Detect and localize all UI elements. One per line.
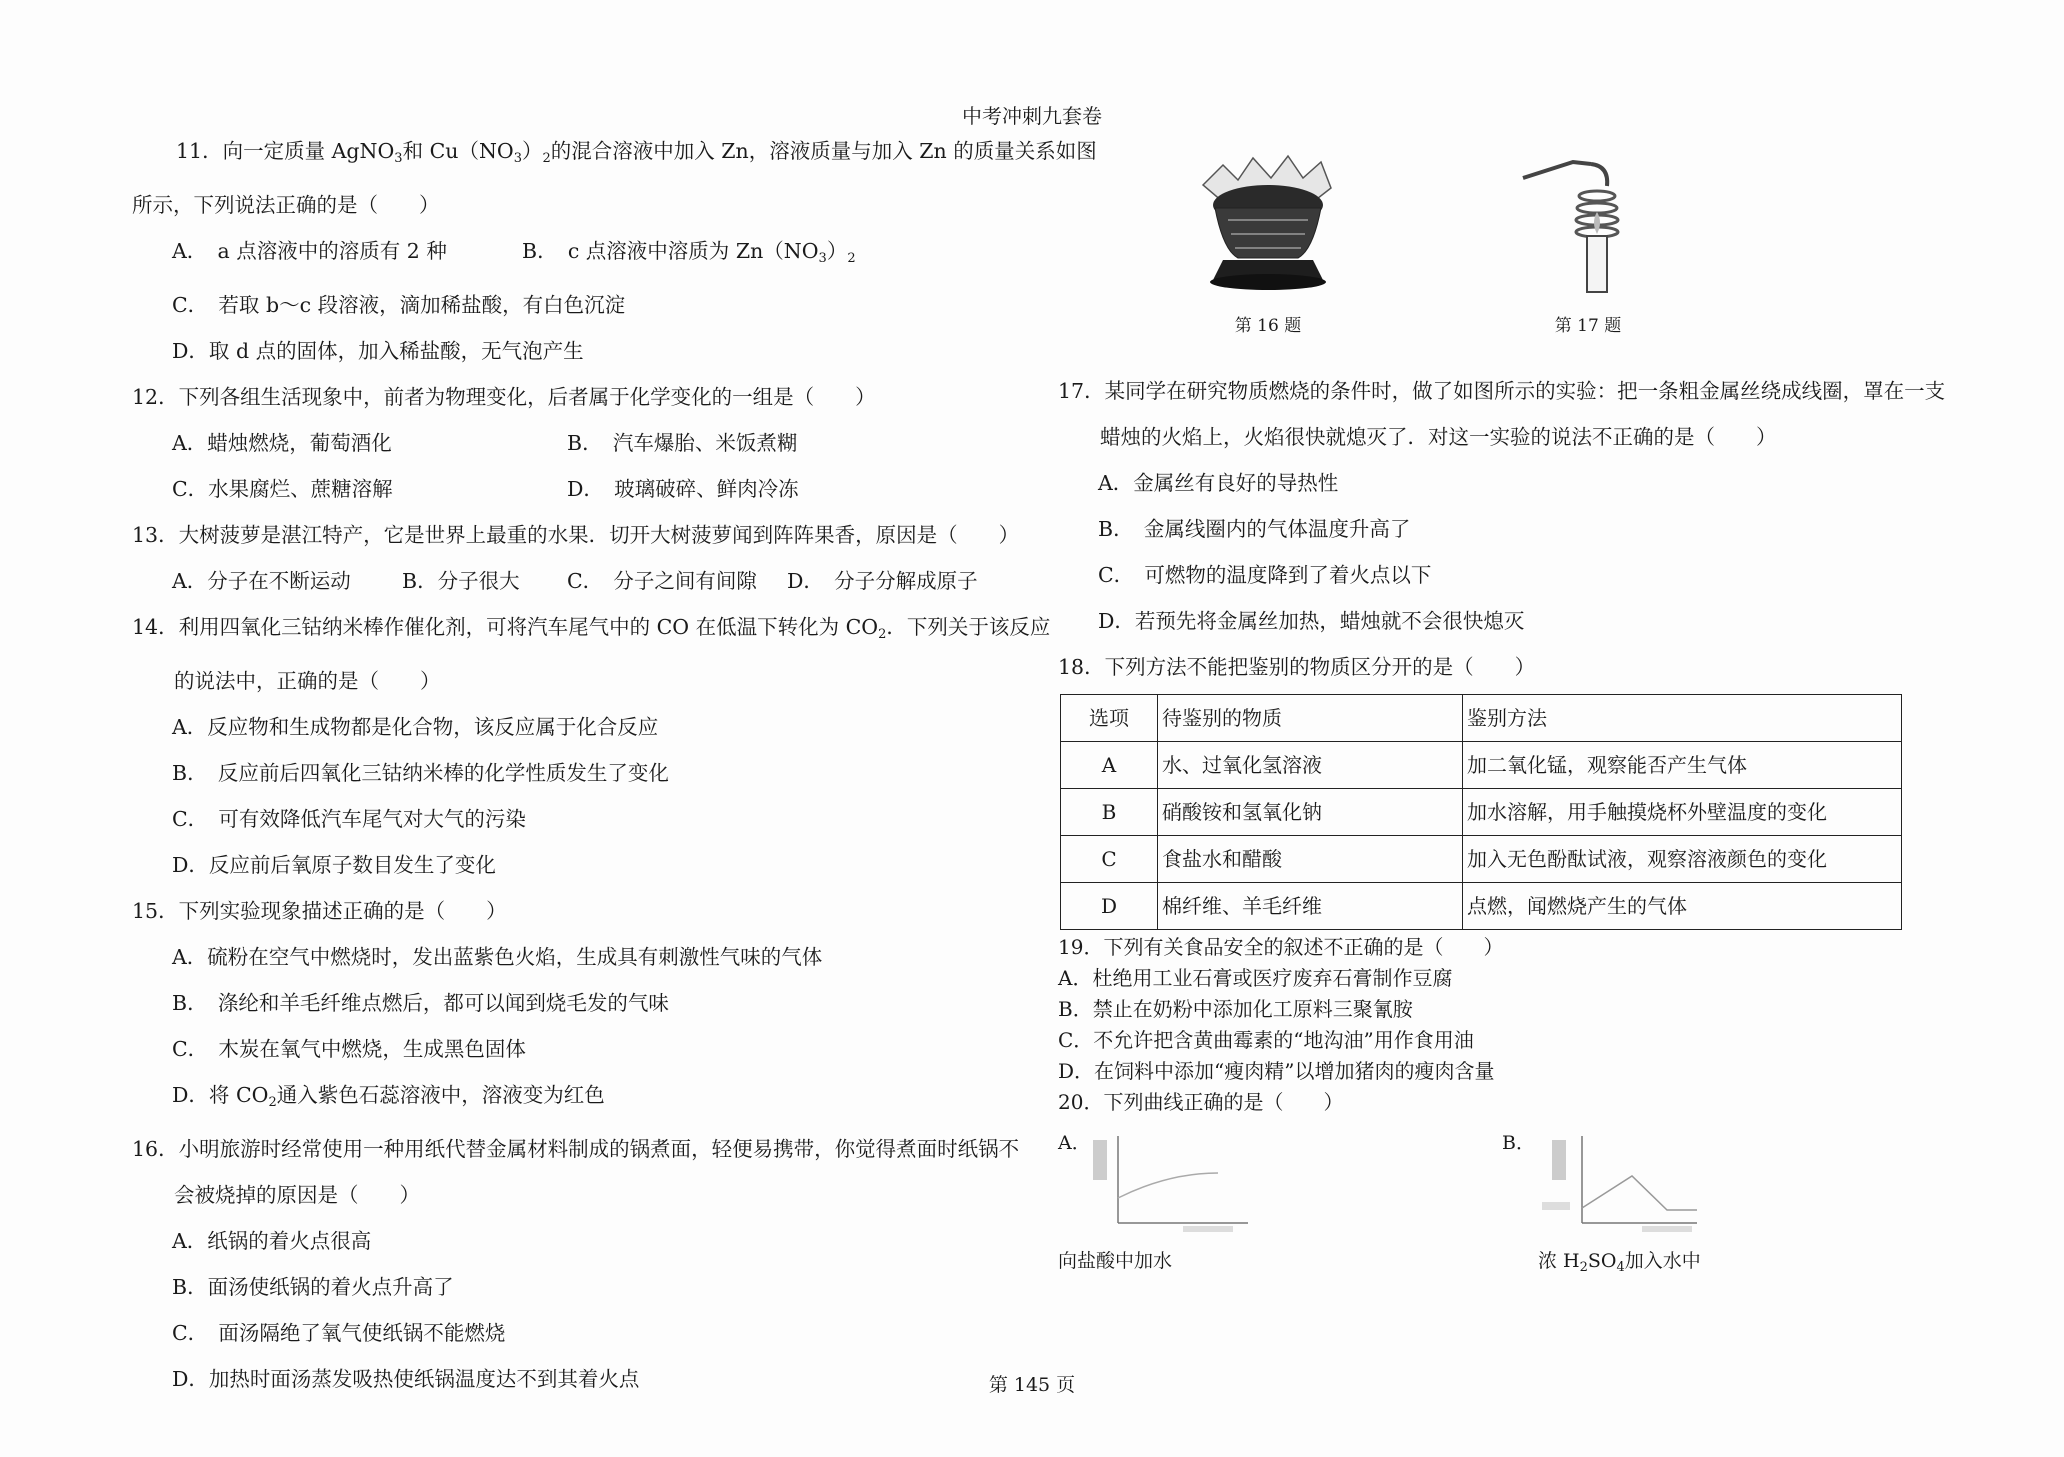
table-cell: 棉纤维、羊毛纤维: [1158, 883, 1463, 930]
q18-stem: 18．下列方法不能把鉴别的物质区分开的是（ ）: [1058, 655, 1536, 679]
q16-option-c: C． 面汤隔绝了氧气使纸锅不能燃烧: [172, 1321, 506, 1345]
table-cell: 加入无色酚酞试液，观察溶液颜色的变化: [1463, 836, 1902, 883]
q20-caption-a: 向盐酸中加水: [1058, 1250, 1173, 1272]
q19-stem: 19．下列有关食品安全的叙述不正确的是（ ）: [1058, 935, 1504, 959]
candle-coil-illustration: [1513, 150, 1663, 300]
table-cell: C: [1061, 836, 1158, 883]
q19-option-a: A．杜绝用工业石膏或医疗废弃石膏制作豆腐: [1058, 966, 1453, 990]
table-cell: B: [1061, 789, 1158, 836]
q17-stem: 17．某同学在研究物质燃烧的条件时，做了如图所示的实验：把一条粗金属丝绕成线圈，罩在一支: [1058, 379, 1946, 403]
q11-option-b: B． c 点溶液中溶质为 $Zn(NO_3)_2$: [522, 239, 856, 266]
q14-option-b: B． 反应前后四氧化三钴纳米棒的化学性质发生了变化: [172, 761, 669, 785]
q14-option-a: A．反应物和生成物都是化合物，该反应属于化合反应: [172, 715, 659, 739]
table-row: [1061, 883, 1902, 930]
question-12: [132, 374, 1032, 512]
q13-options: [132, 558, 1032, 604]
q15-option-d: D．将 $CO_2$通入紫色石蕊溶液中，溶液变为红色: [172, 1083, 605, 1110]
q16-option-d: D．加热时面汤蒸发吸热使纸锅温度达不到其着火点: [172, 1367, 640, 1391]
q19-option-b: B．禁止在奶粉中添加化工原料三聚氰胺: [1058, 997, 1413, 1021]
table-cell: 硝酸铵和氢氧化钠: [1158, 789, 1463, 836]
q20-graphs: [1058, 1118, 1958, 1278]
table-row: [1061, 695, 1902, 742]
question-15: [132, 888, 1032, 1126]
figure-16: [1188, 150, 1348, 336]
q13-stem: 13．大树菠萝是湛江特产，它是世界上最重的水果．切开大树菠萝闻到阵阵果香，原因是（ ）: [132, 523, 1020, 547]
q12-options-ab: [132, 420, 1032, 466]
q13-option-c: C． 分子之间有间隙: [567, 569, 757, 593]
q16-stem-cont: 会被烧掉的原因是（ ）: [174, 1183, 420, 1207]
q12-options-cd: [132, 466, 1032, 512]
q20-caption-b: 浓 $H_2SO_4$加入水中: [1538, 1250, 1701, 1275]
table-cell: 加二氧化锰，观察能否产生气体: [1463, 742, 1902, 789]
graph-b: [1532, 1128, 1702, 1238]
question-17: [1058, 368, 1958, 644]
table-cell: D: [1061, 883, 1158, 930]
left-column: [132, 128, 1097, 1402]
q11-option-c: C． 若取 b～c 段溶液，滴加稀盐酸，有白色沉淀: [172, 293, 626, 317]
table-cell: 加水溶解，用手触摸烧杯外壁温度的变化: [1463, 789, 1902, 836]
table-row: [1061, 742, 1902, 789]
q11-options-ab: [132, 228, 1032, 282]
q11-stem-cont: 所示，下列说法正确的是（ ）: [132, 193, 440, 217]
q20-label-a: A．: [1058, 1132, 1091, 1154]
table-cell: 选项: [1061, 695, 1158, 742]
q17-option-b: B． 金属线圈内的气体温度升高了: [1098, 517, 1411, 541]
q13-option-b: B．分子很大: [402, 569, 520, 593]
q17-option-a: A．金属丝有良好的导热性: [1098, 471, 1339, 495]
q16-option-b: B．面汤使纸锅的着火点升高了: [172, 1275, 454, 1299]
figure-16-caption: 第 16 题: [1234, 316, 1302, 336]
question-18: [1058, 644, 1958, 930]
table-cell: A: [1061, 742, 1158, 789]
table-cell: 食盐水和醋酸: [1158, 836, 1463, 883]
table-row: [1061, 836, 1902, 883]
q16-option-a: A．纸锅的着火点很高: [172, 1229, 372, 1253]
q15-option-a: A．硫粉在空气中燃烧时，发出蓝紫色火焰，生成具有刺激性气味的气体: [172, 945, 823, 969]
graph-a: [1088, 1128, 1258, 1238]
question-14: [132, 604, 1051, 888]
q14-stem-cont: 的说法中，正确的是（ ）: [174, 669, 441, 693]
table-cell: 水、过氧化氢溶液: [1158, 742, 1463, 789]
q15-option-b: B． 涤纶和羊毛纤维点燃后，都可以闻到烧毛发的气味: [172, 991, 669, 1015]
q11-stem: 11．向一定质量 AgNO$_3$和 $Cu(NO_3)_2$的混合溶液中加入 Zn，溶液质量与加入 Zn 的质量关系如图: [176, 139, 1097, 166]
q14-stem: 14．利用四氧化三钴纳米棒作催化剂，可将汽车尾气中的 CO 在低温下转化为 $CO_2$．下列关于该反应: [132, 615, 1051, 642]
table-cell: 待鉴别的物质: [1158, 695, 1463, 742]
q15-stem: 15．下列实验现象描述正确的是（ ）: [132, 899, 507, 923]
q14-option-c: C． 可有效降低汽车尾气对大气的污染: [172, 807, 526, 831]
q19-option-c: C．不允许把含黄曲霉素的“地沟油”用作食用油: [1058, 1028, 1474, 1052]
question-19: [1058, 932, 1958, 1118]
q13-option-d: D． 分子分解成原子: [787, 569, 978, 593]
q12-option-c: C．水果腐烂、蔗糖溶解: [172, 477, 393, 501]
q17-stem-cont: 蜡烛的火焰上，火焰很快就熄灭了．对这一实验的说法不正确的是（ ）: [1100, 425, 1777, 449]
question-13: [132, 512, 1032, 604]
q16-stem: 16．小明旅游时经常使用一种用纸代替金属材料制成的锅煮面，轻便易携带，你觉得煮面时纸锅不: [132, 1137, 1020, 1161]
q17-option-d: D．若预先将金属丝加热，蜡烛就不会很快熄灭: [1098, 609, 1525, 633]
q13-option-a: A．分子在不断运动: [172, 569, 351, 593]
q12-stem: 12．下列各组生活现象中，前者为物理变化，后者属于化学变化的一组是（ ）: [132, 385, 876, 409]
table-cell: 鉴别方法: [1463, 695, 1902, 742]
q14-option-d: D．反应前后氧原子数目发生了变化: [172, 853, 496, 877]
q12-option-b: B． 汽车爆胎、米饭煮糊: [567, 431, 798, 455]
page-number: 第 145 页: [988, 1374, 1076, 1396]
paper-pot-illustration: [1193, 150, 1343, 300]
table-cell: 点燃，闻燃烧产生的气体: [1463, 883, 1902, 930]
q17-option-c: C． 可燃物的温度降到了着火点以下: [1098, 563, 1432, 587]
figures-row: [1058, 128, 1958, 368]
q15-option-c: C． 木炭在氧气中燃烧，生成黑色固体: [172, 1037, 526, 1061]
q20-label-b: B．: [1502, 1132, 1535, 1154]
page-header: 中考冲刺九套卷: [962, 104, 1102, 128]
q12-option-d: D． 玻璃破碎、鲜肉冷冻: [567, 477, 799, 501]
figure-17: [1508, 150, 1668, 336]
q11-option-d: D．取 d 点的固体，加入稀盐酸，无气泡产生: [172, 339, 584, 363]
right-column: [1058, 128, 1958, 1278]
q12-option-a: A．蜡烛燃烧，葡萄酒化: [172, 431, 392, 455]
q18-table: [1060, 694, 1902, 930]
q20-stem: 20．下列曲线正确的是（ ）: [1058, 1090, 1344, 1114]
q19-option-d: D．在饲料中添加“瘦肉精”以增加猪肉的瘦肉含量: [1058, 1059, 1495, 1083]
question-16: [132, 1126, 1032, 1402]
figure-17-caption: 第 17 题: [1554, 316, 1622, 336]
question-11: [132, 128, 1097, 374]
q11-option-a: A． a 点溶液中的溶质有 2 种: [172, 239, 447, 263]
table-row: [1061, 789, 1902, 836]
